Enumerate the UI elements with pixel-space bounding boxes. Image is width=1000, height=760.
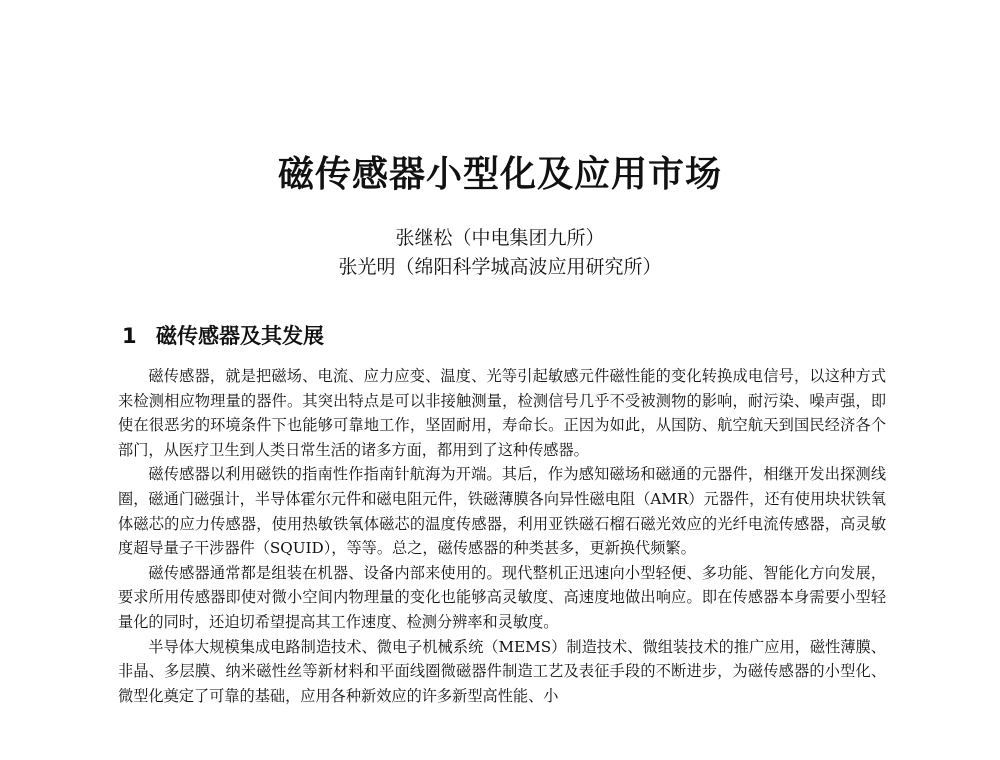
paragraph-2: 磁传感器以利用磁铁的指南性作指南针航海为开端。其后，作为感知磁场和磁通的元器件，相继开发出探测线圈，磁通门磁强计，半导体霍尔元件和磁电阻元件，铁磁薄膜各向异性磁电阻（AMR）元器件，还有使用块状铁氧体磁芯的应力传感器，使用热敏铁氧体磁芯的温度传感器，利用亚铁磁石榴石磁光效应的光纤电流传感器，高灵敏度超导量子干涉器件（SQUID），等等。总之，磁传感器的种类甚多，更新换代频繁。 (118, 465, 886, 558)
body-text (118, 364, 886, 708)
section-heading (122, 322, 324, 350)
author-line-2: 张光明（绵阳科学城高波应用研究所） (338, 256, 662, 278)
paper-title: 磁传感器小型化及应用市场 (277, 154, 722, 195)
section-heading-text: 磁传感器及其发展 (156, 324, 324, 348)
paragraph-1: 磁传感器，就是把磁场、电流、应力应变、温度、光等引起敏感元件磁性能的变化转换成电信号，以这种方式来检测相应物理量的器件。其突出特点是可以非接触测量，检测信号几乎不受被测物的影响，耐污染、噪声强，即使在很恶劣的环境条件下也能够可靠地工作，坚固耐用，寿命长。正因为如此，从国防、航空航天到国民经济各个部门，从医疗卫生到人类日常生活的诸多方面，都用到了这种传感器。 (118, 367, 886, 459)
author-block (0, 224, 1000, 282)
author-line-1: 张继松（中电集团九所） (395, 227, 605, 249)
section-number: 1 (122, 324, 137, 348)
paragraph-3: 磁传感器通常都是组装在机器、设备内部来使用的。现代整机正迅速向小型轻便、多功能、智能化方向发展，要求所用传感器即使对微小空间内物理量的变化也能够高灵敏度、高速度地做出响应。即在传感器本身需要小型轻量化的同时，还迫切希望提高其工作速度、检测分辨率和灵敏度。 (118, 563, 886, 631)
paragraph-4: 半导体大规模集成电路制造技术、微电子机械系统（MEMS）制造技术、微组装技术的推广应用，磁性薄膜、非晶、多层膜、纳米磁性丝等新材料和平面线圈微磁器件制造工艺及表征手段的不断进步，为磁传感器的小型化、微型化奠定了可靠的基础，应用各种新效应的许多新型高性能、小 (118, 637, 886, 705)
